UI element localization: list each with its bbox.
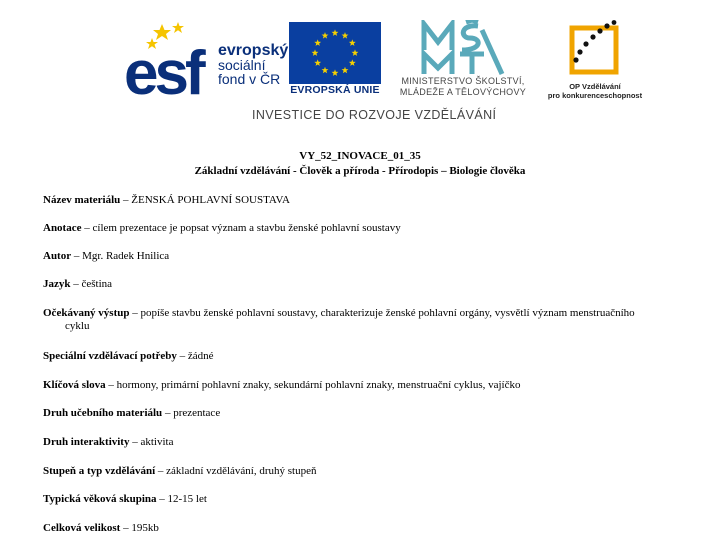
field-klicova-slova [43, 379, 520, 392]
msmt-line1: MINISTERSTVO ŠKOLSTVÍ, [401, 76, 525, 86]
svg-text:esf: esf [124, 39, 202, 100]
field-druh-interaktivity [43, 436, 173, 449]
field-value: – hormony, primární pohlavní znaky, sekundární pohlavní znaky, menstruační cyklus, vajíčko [105, 379, 521, 391]
field-label: Stupeň a typ vzdělávání [43, 465, 156, 477]
esf-line3: fond v ČR [218, 71, 281, 87]
field-druh-materialu [43, 407, 220, 420]
field-vekova-skupina [43, 493, 207, 506]
field-label: Jazyk [43, 278, 71, 290]
esf-logo-text [218, 44, 288, 86]
msmt-logo-icon [420, 20, 508, 76]
eu-label: EVROPSKÁ UNIE [290, 84, 380, 96]
op-logo-icon [566, 20, 624, 82]
field-value-continuation: cyklu [65, 320, 90, 332]
field-label: Celková velikost [43, 522, 121, 534]
op-line2: pro konkurenceschopnost [547, 91, 643, 100]
field-value: – popíše stavbu ženské pohlavní soustavy, charakterizuje ženské pohlavní orgány, vysvětlí význam menstruačního [129, 307, 635, 319]
field-value: – 12-15 let [156, 493, 207, 505]
eu-flag-icon [289, 22, 381, 84]
field-value: – žádné [176, 350, 214, 362]
esf-line1: evropský [218, 42, 289, 59]
msmt-label [384, 76, 542, 98]
field-label: Název materiálu [43, 194, 121, 206]
subject-line: Základní vzdělávání - Člověk a příroda - Přírodopis – Biologie člověka [194, 165, 526, 177]
field-velikost [43, 522, 159, 535]
esf-line2: sociální [218, 57, 266, 73]
field-label: Očekávaný výstup [43, 307, 130, 319]
field-label: Druh interaktivity [43, 436, 130, 448]
field-value: – ŽENSKÁ POHLAVNÍ SOUSTAVA [120, 194, 290, 206]
field-label: Typická věková skupina [43, 493, 157, 505]
tagline: INVESTICE DO ROZVOJE VZDĚLÁVÁNÍ [252, 108, 497, 122]
op-label [540, 82, 650, 100]
field-ocekavany-vystup [43, 307, 635, 333]
field-autor [43, 250, 169, 263]
field-value: – základní vzdělávání, druhý stupeň [155, 465, 317, 477]
field-value: – aktivita [129, 436, 174, 448]
field-nazev [43, 194, 290, 207]
field-jazyk [43, 278, 112, 291]
esf-logo-icon [122, 18, 217, 100]
field-label: Speciální vzdělávací potřeby [43, 350, 177, 362]
field-value: – čeština [70, 278, 113, 290]
field-specialni-potreby [43, 350, 213, 363]
field-value: – prezentace [162, 407, 221, 419]
field-label: Autor [43, 250, 72, 262]
msmt-line2: MLÁDEŽE A TĚLOVÝCHOVY [399, 87, 527, 97]
logo-banner [0, 0, 720, 140]
field-label: Klíčová slova [43, 379, 106, 391]
field-value: – Mgr. Radek Hnilica [71, 250, 170, 262]
field-anotace [43, 222, 401, 235]
field-label: Druh učebního materiálu [43, 407, 163, 419]
field-stupen-typ [43, 465, 316, 478]
op-line1: OP Vzdělávání [569, 82, 621, 91]
material-code: VY_52_INOVACE_01_35 [299, 150, 421, 162]
field-value: – cílem prezentace je popsat význam a stavbu ženské pohlavní soustavy [81, 222, 401, 234]
field-value: – 195kb [120, 522, 159, 534]
field-label: Anotace [43, 222, 82, 234]
